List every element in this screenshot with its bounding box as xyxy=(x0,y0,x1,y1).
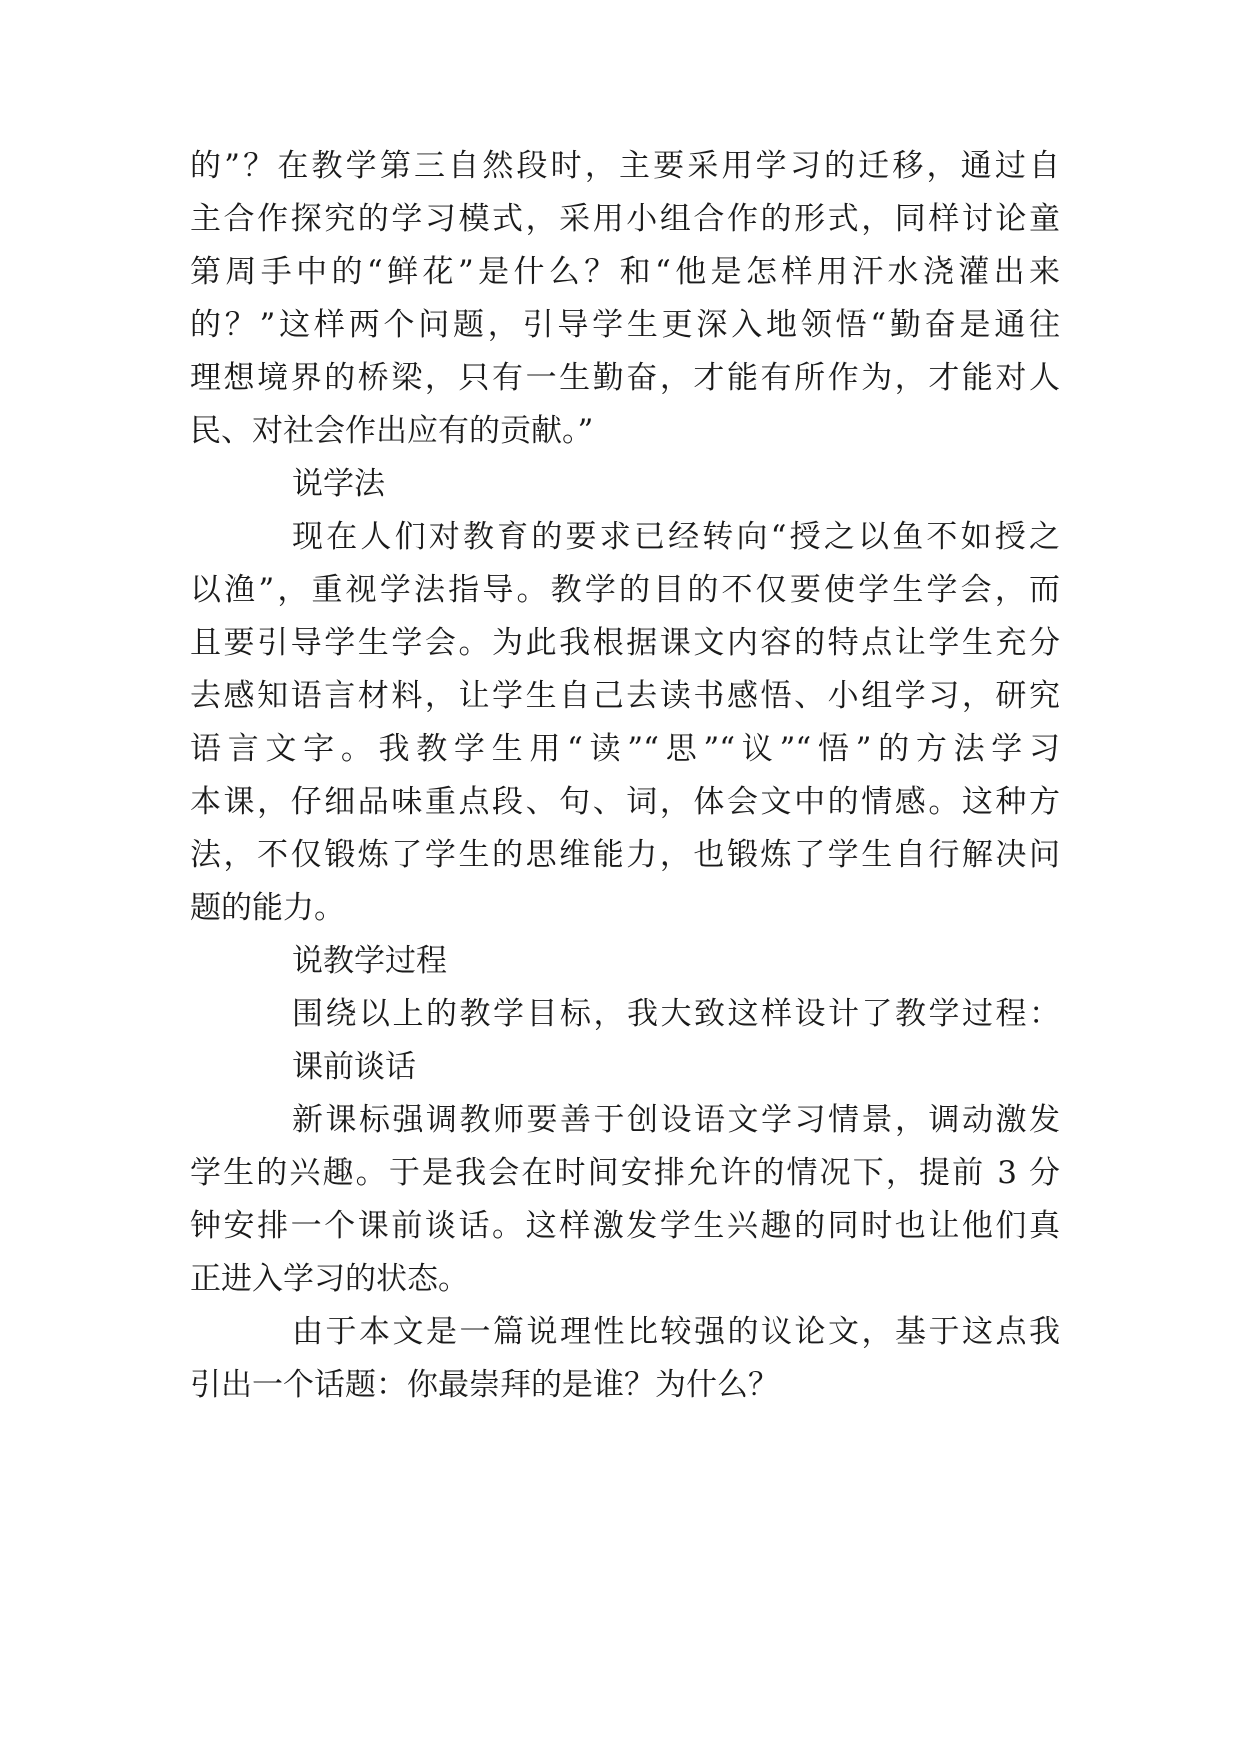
text-line: 由于本文是一篇说理性比较强的议论文，基于这点我 xyxy=(292,1314,1060,1350)
text-line: 题的能力。 xyxy=(190,890,345,926)
text-line: 法，不仅锻炼了学生的思维能力，也锻炼了学生自行解决问 xyxy=(190,837,1060,873)
text-line: 以渔”，重视学法指导。教学的目的不仅要使学生学会，而 xyxy=(190,572,1060,608)
section-heading: 课前谈话 xyxy=(292,1049,416,1085)
text-line: 新课标强调教师要善于创设语文学习情景，调动激发 xyxy=(292,1102,1060,1138)
text-line: 正进入学习的状态。 xyxy=(190,1261,469,1297)
text-line: 的？”这样两个问题，引导学生更深入地领悟“勤奋是通往 xyxy=(190,307,1060,343)
text-line: 的”？在教学第三自然段时，主要采用学习的迁移，通过自 xyxy=(190,148,1060,184)
text-line: 围绕以上的教学目标，我大致这样设计了教学过程： xyxy=(292,996,1060,1032)
text-line: 第周手中的“鲜花”是什么？和“他是怎样用汗水浇灌出来 xyxy=(190,254,1060,290)
text-line: 去感知语言材料，让学生自己去读书感悟、小组学习，研究 xyxy=(190,678,1060,714)
text-line: 语言文字。我教学生用“读”“思”“议”“悟”的方法学习 xyxy=(190,731,1060,767)
text-line: 且要引导学生学会。为此我根据课文内容的特点让学生充分 xyxy=(190,625,1060,661)
text-line: 引出一个话题：你最崇拜的是谁？为什么？ xyxy=(190,1367,779,1403)
section-heading: 说教学过程 xyxy=(292,943,447,979)
text-line: 民、对社会作出应有的贡献。” xyxy=(190,413,594,449)
text-line: 钟安排一个课前谈话。这样激发学生兴趣的同时也让他们真 xyxy=(190,1208,1060,1244)
text-line: 主合作探究的学习模式，采用小组合作的形式，同样讨论童 xyxy=(190,201,1060,237)
text-line: 学生的兴趣。于是我会在时间安排允许的情况下，提前 3 分 xyxy=(190,1155,1060,1191)
section-heading: 说学法 xyxy=(292,466,385,502)
text-line: 本课，仔细品味重点段、句、词，体会文中的情感。这种方 xyxy=(190,784,1060,820)
text-line: 理想境界的桥梁，只有一生勤奋，才能有所作为，才能对人 xyxy=(190,360,1060,396)
text-line: 现在人们对教育的要求已经转向“授之以鱼不如授之 xyxy=(292,519,1060,555)
